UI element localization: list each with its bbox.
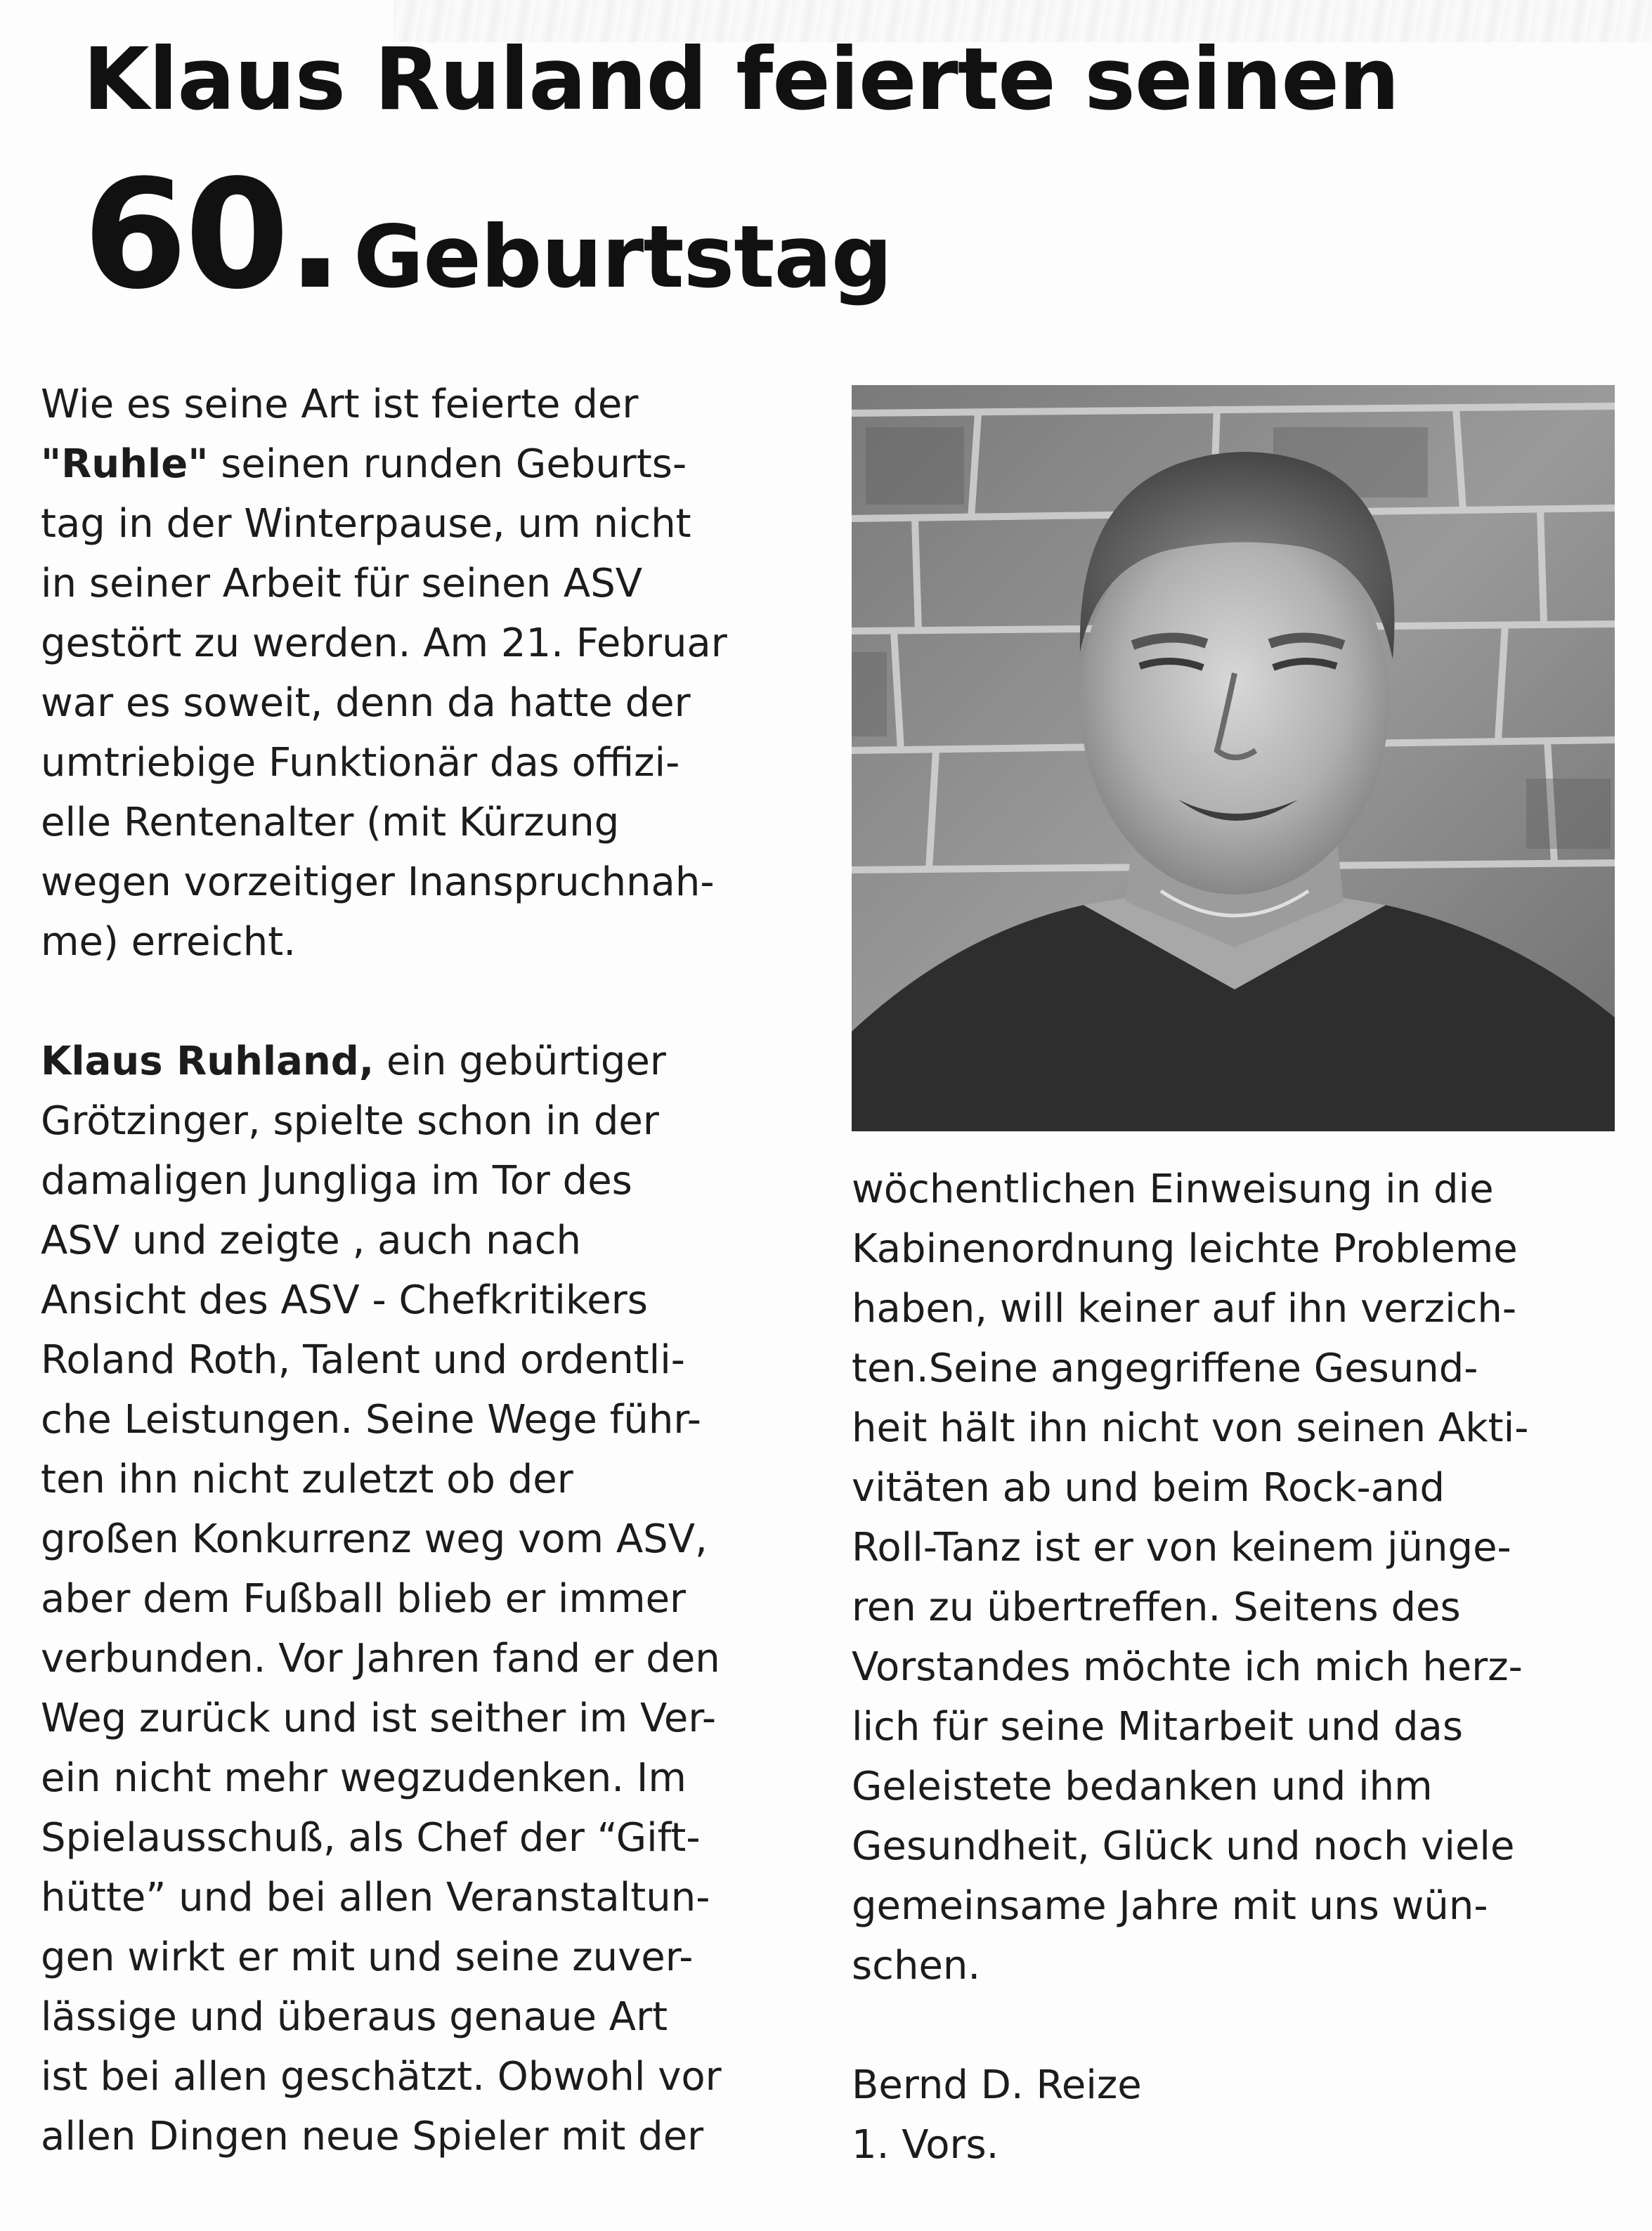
- text-line: ten ihn nicht zuletzt ob der: [41, 1457, 573, 1502]
- text-line: schen.: [852, 1943, 981, 1989]
- text-line: Grötzinger, spielte schon in der: [41, 1098, 659, 1144]
- text-line: lich für seine Mitarbeit und das: [852, 1704, 1464, 1750]
- text-line: [41, 1032, 814, 1091]
- portrait-image: [852, 385, 1615, 1131]
- text-line: gestört zu werden. Am 21. Februar: [41, 620, 727, 666]
- text-line: tag in der Winterpause, um nicht: [41, 501, 691, 547]
- text-fragment: seinen runden Geburts-: [208, 441, 687, 487]
- right-column: [852, 1159, 1632, 2175]
- text-line: haben, will keiner auf ihn verzich-: [852, 1286, 1517, 1332]
- text-line: Weg zurück und ist seither im Ver-: [41, 1696, 717, 1741]
- signature-name: Bernd D. Reize: [852, 2062, 1142, 2108]
- paragraph-gap: [852, 1996, 1632, 2055]
- text-line: Roland Roth, Talent und ordentli-: [41, 1337, 685, 1383]
- text-line: Ansicht des ASV - Chefkritikers: [41, 1277, 648, 1323]
- nickname: "Ruhle": [41, 441, 209, 487]
- text-line: heit hält ihn nicht von seinen Akti-: [852, 1405, 1529, 1451]
- text-line: gemeinsame Jahre mit uns wün-: [852, 1883, 1488, 1929]
- text-line: Gesundheit, Glück und noch viele: [852, 1823, 1515, 1869]
- headline-line1: Klaus Ruland feierte seinen: [83, 30, 1399, 129]
- text-line: Spielausschuß, als Chef der “Gift-: [41, 1815, 701, 1861]
- portrait-photo: [852, 385, 1615, 1131]
- text-line: ren zu übertreffen. Seitens des: [852, 1585, 1461, 1630]
- text-line: wegen vorzeitiger Inanspruchnah-: [41, 859, 715, 905]
- headline-number: 60.: [83, 148, 342, 323]
- text-line: großen Konkurrenz weg vom ASV,: [41, 1516, 708, 1562]
- text-line: Kabinenordnung leichte Probleme: [852, 1226, 1518, 1272]
- text-line: gen wirkt er mit und seine zuver-: [41, 1934, 694, 1980]
- text-line: vitäten ab und beim Rock-and: [852, 1465, 1445, 1511]
- person-name: Klaus Ruhland,: [41, 1039, 375, 1084]
- text-line: Wie es seine Art ist feierte der: [41, 382, 639, 427]
- text-line: hütte” und bei allen Veranstaltun-: [41, 1875, 710, 1920]
- headline-word: Geburtstag: [353, 207, 892, 307]
- text-line: in seiner Arbeit für seinen ASV: [41, 561, 643, 606]
- text-line: elle Rentenalter (mit Kürzung: [41, 800, 620, 845]
- paragraph-gap: [41, 972, 814, 1032]
- text-fragment: ein gebürtiger: [374, 1039, 666, 1084]
- text-line: ASV und zeigte , auch nach: [41, 1218, 582, 1263]
- text-line: Roll-Tanz ist er von keinem jünge-: [852, 1525, 1511, 1570]
- text-line: che Leistungen. Seine Wege führ-: [41, 1397, 701, 1443]
- text-line: Geleistete bedanken und ihm: [852, 1764, 1433, 1809]
- text-line: me) erreicht.: [41, 919, 296, 965]
- text-line: ist bei allen geschätzt. Obwohl vor: [41, 2054, 722, 2100]
- text-line: aber dem Fußball blieb er immer: [41, 1576, 687, 1622]
- text-line: ein nicht mehr wegzudenken. Im: [41, 1755, 687, 1801]
- left-column: [41, 375, 814, 2166]
- text-line: war es soweit, denn da hatte der: [41, 680, 691, 726]
- text-line: [41, 434, 814, 494]
- signature-role: 1. Vors.: [852, 2122, 999, 2168]
- headline-line2: [83, 148, 892, 323]
- text-line: verbunden. Vor Jahren fand er den: [41, 1636, 720, 1682]
- text-line: wöchentlichen Einweisung in die: [852, 1166, 1494, 1212]
- text-line: damaligen Jungliga im Tor des: [41, 1158, 632, 1204]
- text-line: umtriebige Funktionär das offizi-: [41, 740, 680, 786]
- text-line: lässige und überaus genaue Art: [41, 1994, 668, 2040]
- text-line: ten.Seine angegriffene Gesund-: [852, 1346, 1478, 1391]
- text-line: Vorstandes möchte ich mich herz-: [852, 1644, 1523, 1690]
- text-line: allen Dingen neue Spieler mit der: [41, 2114, 704, 2159]
